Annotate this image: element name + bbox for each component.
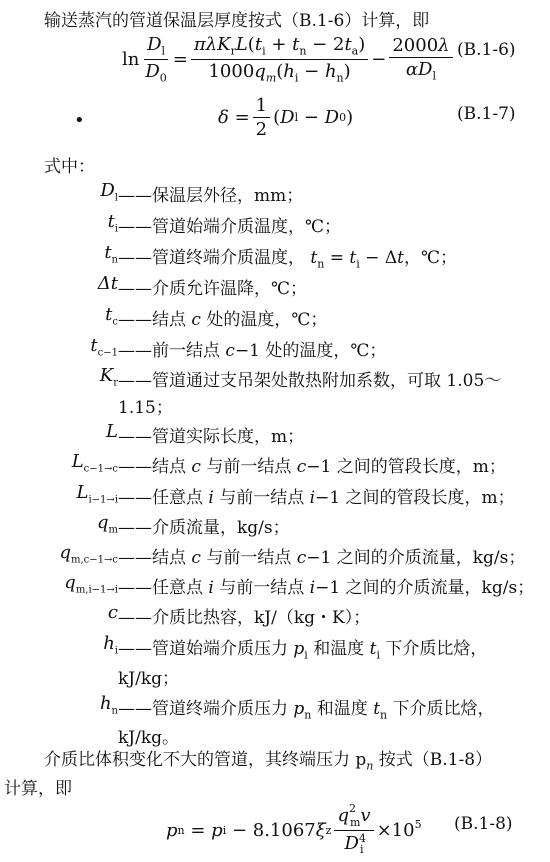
definition-text: kJ/kg。 [118, 728, 180, 748]
definition-text: ——介质流量，kg/s； [118, 518, 290, 538]
equation-b1-6: ln $\frac{D_l}{D_0}$ = $\frac{\pi\lambda K_rL(t_i + t_n - 2t_a)}{1000q_m(h_i - h_n)}$ − $\frac{2000\lambda}{\alpha D_l}$ [122, 34, 456, 84]
definition-symbol: $t_c$ [105, 304, 118, 328]
definition-symbol: $K_r$ [99, 365, 118, 389]
definition-text: ——管道通过支吊架处散热附加系数，可取 1.05～ [118, 371, 502, 391]
equation-label-b1-7: (B.1-7) [457, 104, 516, 124]
definition-text: ——任意点 i 与前一结点 i−1 之间的管段长度，m； [118, 488, 515, 508]
definition-symbol: $q_{m,c-1\to c}$ [59, 542, 118, 566]
paragraph-line-1: 介质比体积变化不大的管道，其终端压力 p [44, 750, 367, 770]
definition-text: ——管道始端介质温度，℃； [118, 217, 342, 237]
definition-symbol: c [107, 602, 118, 623]
definition-text: ——任意点 i 与前一结点 i−1 之间的介质流量，kg/s； [118, 578, 535, 598]
definition-symbol: $D_l$ [100, 180, 118, 204]
coefficient: 8.1067 [252, 819, 316, 841]
definition-text: ——前一结点 c−1 处的温度，℃； [118, 341, 387, 361]
pn-subscript: n [366, 759, 374, 773]
definition-symbol: L [106, 421, 118, 442]
definition-symbol: $h_n$ [99, 693, 118, 717]
definition-text: ——结点 c 与前一结点 c−1 之间的管段长度，m； [118, 457, 506, 477]
equation-label-b1-6: (B.1-6) [457, 40, 516, 60]
definition-symbol: $t_n$ [104, 242, 118, 266]
definition-text: ——管道终端介质温度， $t_n = t_i - \Delta t$，℃； [118, 248, 457, 271]
paragraph-line-2: 计算，即 [4, 779, 72, 799]
equation-b1-7: δ = $\frac{1}{2}$ ( D l − D 0 ) [218, 95, 354, 140]
equation-label-b1-8: (B.1-8) [454, 814, 513, 834]
definition-text: ——保温层外径，mm； [118, 186, 304, 206]
definition-symbol: $t_i$ [107, 211, 118, 235]
definition-symbol: $q_{m,i-1\to i}$ [64, 572, 118, 596]
definition-text: ——结点 c 处的温度，℃； [118, 310, 328, 330]
paragraph-line-1-end: 按式（B.1-8） [373, 750, 493, 770]
definition-text: ——介质比热容，kJ/（kg・K）； [118, 608, 371, 628]
definition-symbol: $q_m$ [96, 512, 118, 536]
ratio-fraction: $\frac{D_l}{D_0}$ [145, 34, 167, 85]
definition-text: ——结点 c 与前一结点 c−1 之间的介质流量，kg/s； [118, 548, 526, 568]
definition-symbol: $L_{c-1\to c}$ [71, 451, 118, 475]
where-label: 式中： [44, 157, 95, 177]
definition-symbol: $t_{c-1}$ [90, 335, 118, 359]
definition-text: 1.15； [118, 398, 173, 418]
definition-symbol: $L_{i-1\to i}$ [76, 482, 118, 506]
definition-symbol: Δt [97, 273, 118, 294]
surface-fraction: $\frac{2000\lambda}{\alpha D_l}$ [389, 35, 452, 83]
intro-text: 输送蒸汽的管道保温层厚度按式（B.1-6）计算，即 [44, 11, 430, 31]
exponent: 5 [414, 817, 422, 831]
definition-text: ——管道终端介质压力 $p_n$ 和温度 $t_n$ 下介质比焓， [118, 699, 495, 722]
definition-text: ——管道始端介质压力 $p_i$ 和温度 $t_i$ 下介质比焓， [118, 639, 488, 662]
definition-text: ——管道实际长度，m； [118, 427, 305, 447]
dot-mark: • [74, 110, 85, 131]
definition-symbol: $h_i$ [103, 633, 118, 657]
paragraph-text [44, 745, 492, 772]
definition-text: kJ/kg； [118, 669, 180, 689]
equation-b1-8: p n = p i − 8.1067 ξ z $\frac{q^2_mv}{D^4_i}$ ×10 $^5$ [166, 802, 422, 857]
definition-text: ——介质允许温降，℃； [118, 279, 308, 299]
heat-loss-fraction: $\frac{\pi\lambda K_rL(t_i + t_n - 2t_a)}{1000q_m(h_i - h_n)}$ [191, 34, 368, 84]
